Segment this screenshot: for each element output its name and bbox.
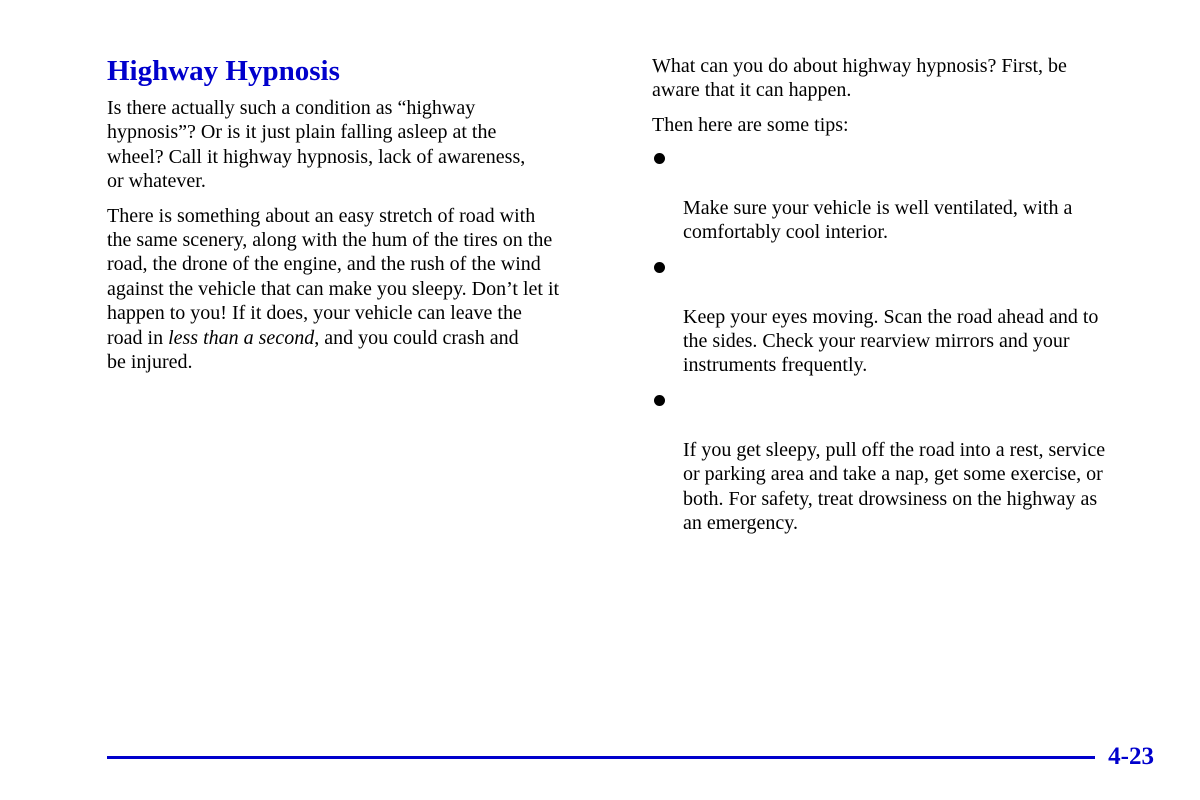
tip-text: Keep your eyes moving. Scan the road ahead and to the sides. Check your rearview mirrors and your instruments frequently. — [683, 305, 1099, 377]
left-column — [107, 54, 619, 384]
tip-text: Make sure your vehicle is well ventilated, with a comfortably cool interior. — [683, 197, 1073, 244]
page-number: 4-23 — [1108, 743, 1154, 770]
description-emphasis: less than a second — [168, 326, 315, 349]
bullet-icon — [654, 395, 665, 406]
description-text-start: There is something about an easy stretch of road with the same scenery, along with the hum of the tires on the road, the drone of the engine, and the rush of the wind against the vehicle that can make you sleepy. Don’t let it happen to you! If it does, your vehicle can leave the road in — [107, 204, 560, 349]
intro-paragraph: Is there actually such a condition as “highway hypnosis”? Or is it just plain falling asleep at the wheel? Call it highway hypnosis, lack of awareness, or whatever. — [107, 97, 526, 193]
description-paragraph — [107, 204, 619, 375]
tip-text: If you get sleepy, pull off the road into a rest, service or parking area and take a nap, get some exercise, or both. For safety, treat drowsiness on the highway as an emergency. — [683, 438, 1106, 534]
description-text-end: , and you could crash and be injured. — [107, 326, 519, 374]
question-paragraph: What can you do about highway hypnosis? First, be aware that it can happen. — [652, 55, 1067, 102]
footer-rule — [107, 756, 1095, 759]
tip-item — [652, 389, 1172, 535]
tip-item — [652, 147, 1172, 245]
tip-item — [652, 256, 1172, 378]
bullet-icon — [654, 153, 665, 164]
tips-list — [652, 147, 1172, 535]
right-column — [652, 54, 1172, 546]
page-title: Highway Hypnosis — [107, 55, 340, 87]
bullet-icon — [654, 262, 665, 273]
tips-intro: Then here are some tips: — [652, 113, 849, 136]
